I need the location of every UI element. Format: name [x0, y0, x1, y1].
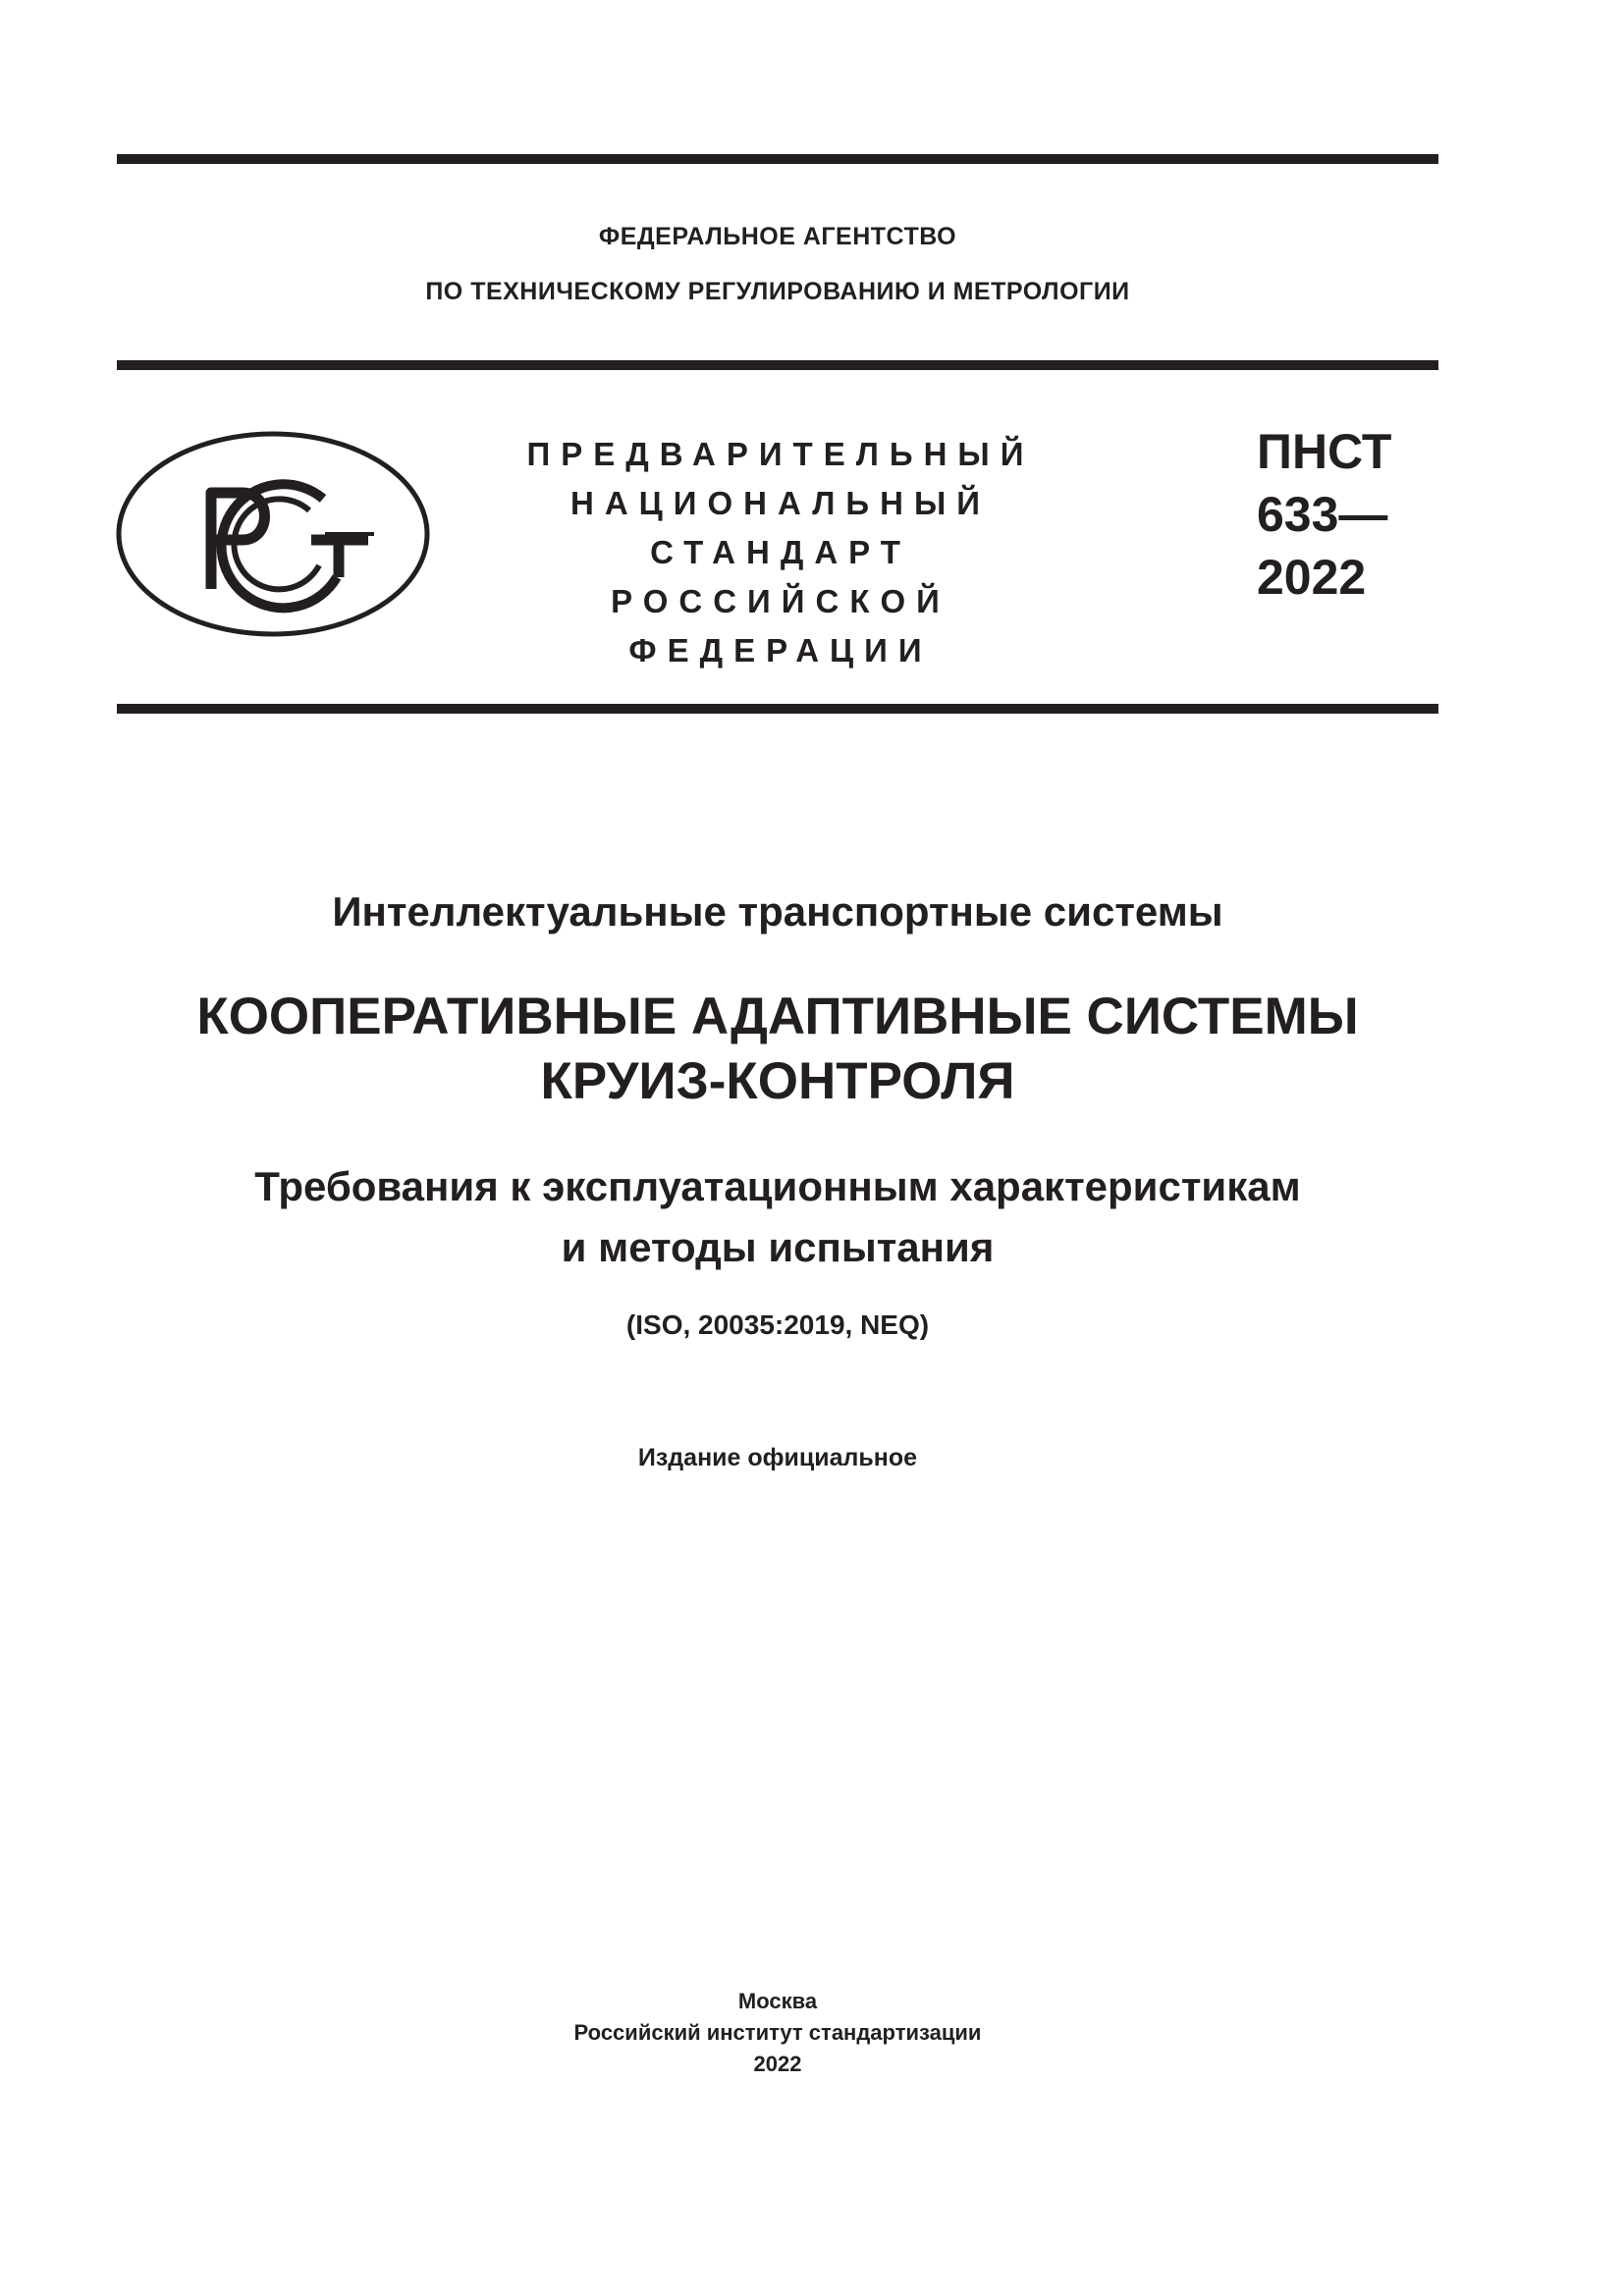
- header-rule: [117, 360, 1438, 370]
- standard-rule: [117, 704, 1438, 714]
- standard-type-line: СТАНДАРТ: [650, 534, 911, 570]
- designation-line: ПНСТ: [1257, 424, 1392, 479]
- top-rule: [117, 154, 1438, 164]
- standard-type-line: НАЦИОНАЛЬНЫЙ: [570, 485, 991, 521]
- main-title: [117, 985, 1438, 1114]
- standard-type-line: РОССИЙСКОЙ: [611, 583, 950, 619]
- designation-line: 2022: [1257, 550, 1367, 605]
- agency-line-1: ФЕДЕРАЛЬНОЕ АГЕНТСТВО: [598, 223, 957, 250]
- standard-type-line: ПРЕДВАРИТЕЛЬНЫЙ: [526, 436, 1035, 472]
- sub-title-line: и методы испытания: [561, 1224, 995, 1270]
- edition-note: Издание официальное: [637, 1444, 918, 1471]
- agency-line-2: ПО ТЕХНИЧЕСКОМУ РЕГУЛИРОВАНИЮ И МЕТРОЛОГИИ: [425, 278, 1130, 305]
- standard-designation: [1257, 420, 1391, 609]
- main-title-line: КООПЕРАТИВНЫЕ АДАПТИВНЫЕ СИСТЕМЫ: [196, 988, 1359, 1045]
- standard-type: [442, 430, 1119, 675]
- imprint-publisher: Российский институт стандартизации: [573, 2020, 982, 2045]
- imprint-year: 2022: [753, 2052, 802, 2076]
- series-title: Интеллектуальные транспортные системы: [332, 888, 1223, 934]
- imprint-city: Москва: [737, 1989, 818, 2013]
- rst-mark-icon: [115, 430, 431, 638]
- imprint: [117, 1986, 1438, 2080]
- sub-title: [117, 1156, 1438, 1278]
- main-title-line: КРУИЗ-КОНТРОЛЯ: [540, 1052, 1015, 1110]
- sub-title-line: Требования к эксплуатационным характеристикам: [254, 1163, 1301, 1209]
- standard-type-line: ФЕДЕРАЦИИ: [628, 632, 933, 668]
- designation-line: 633—: [1257, 487, 1388, 542]
- iso-reference: (ISO, 20035:2019, NEQ): [625, 1309, 930, 1340]
